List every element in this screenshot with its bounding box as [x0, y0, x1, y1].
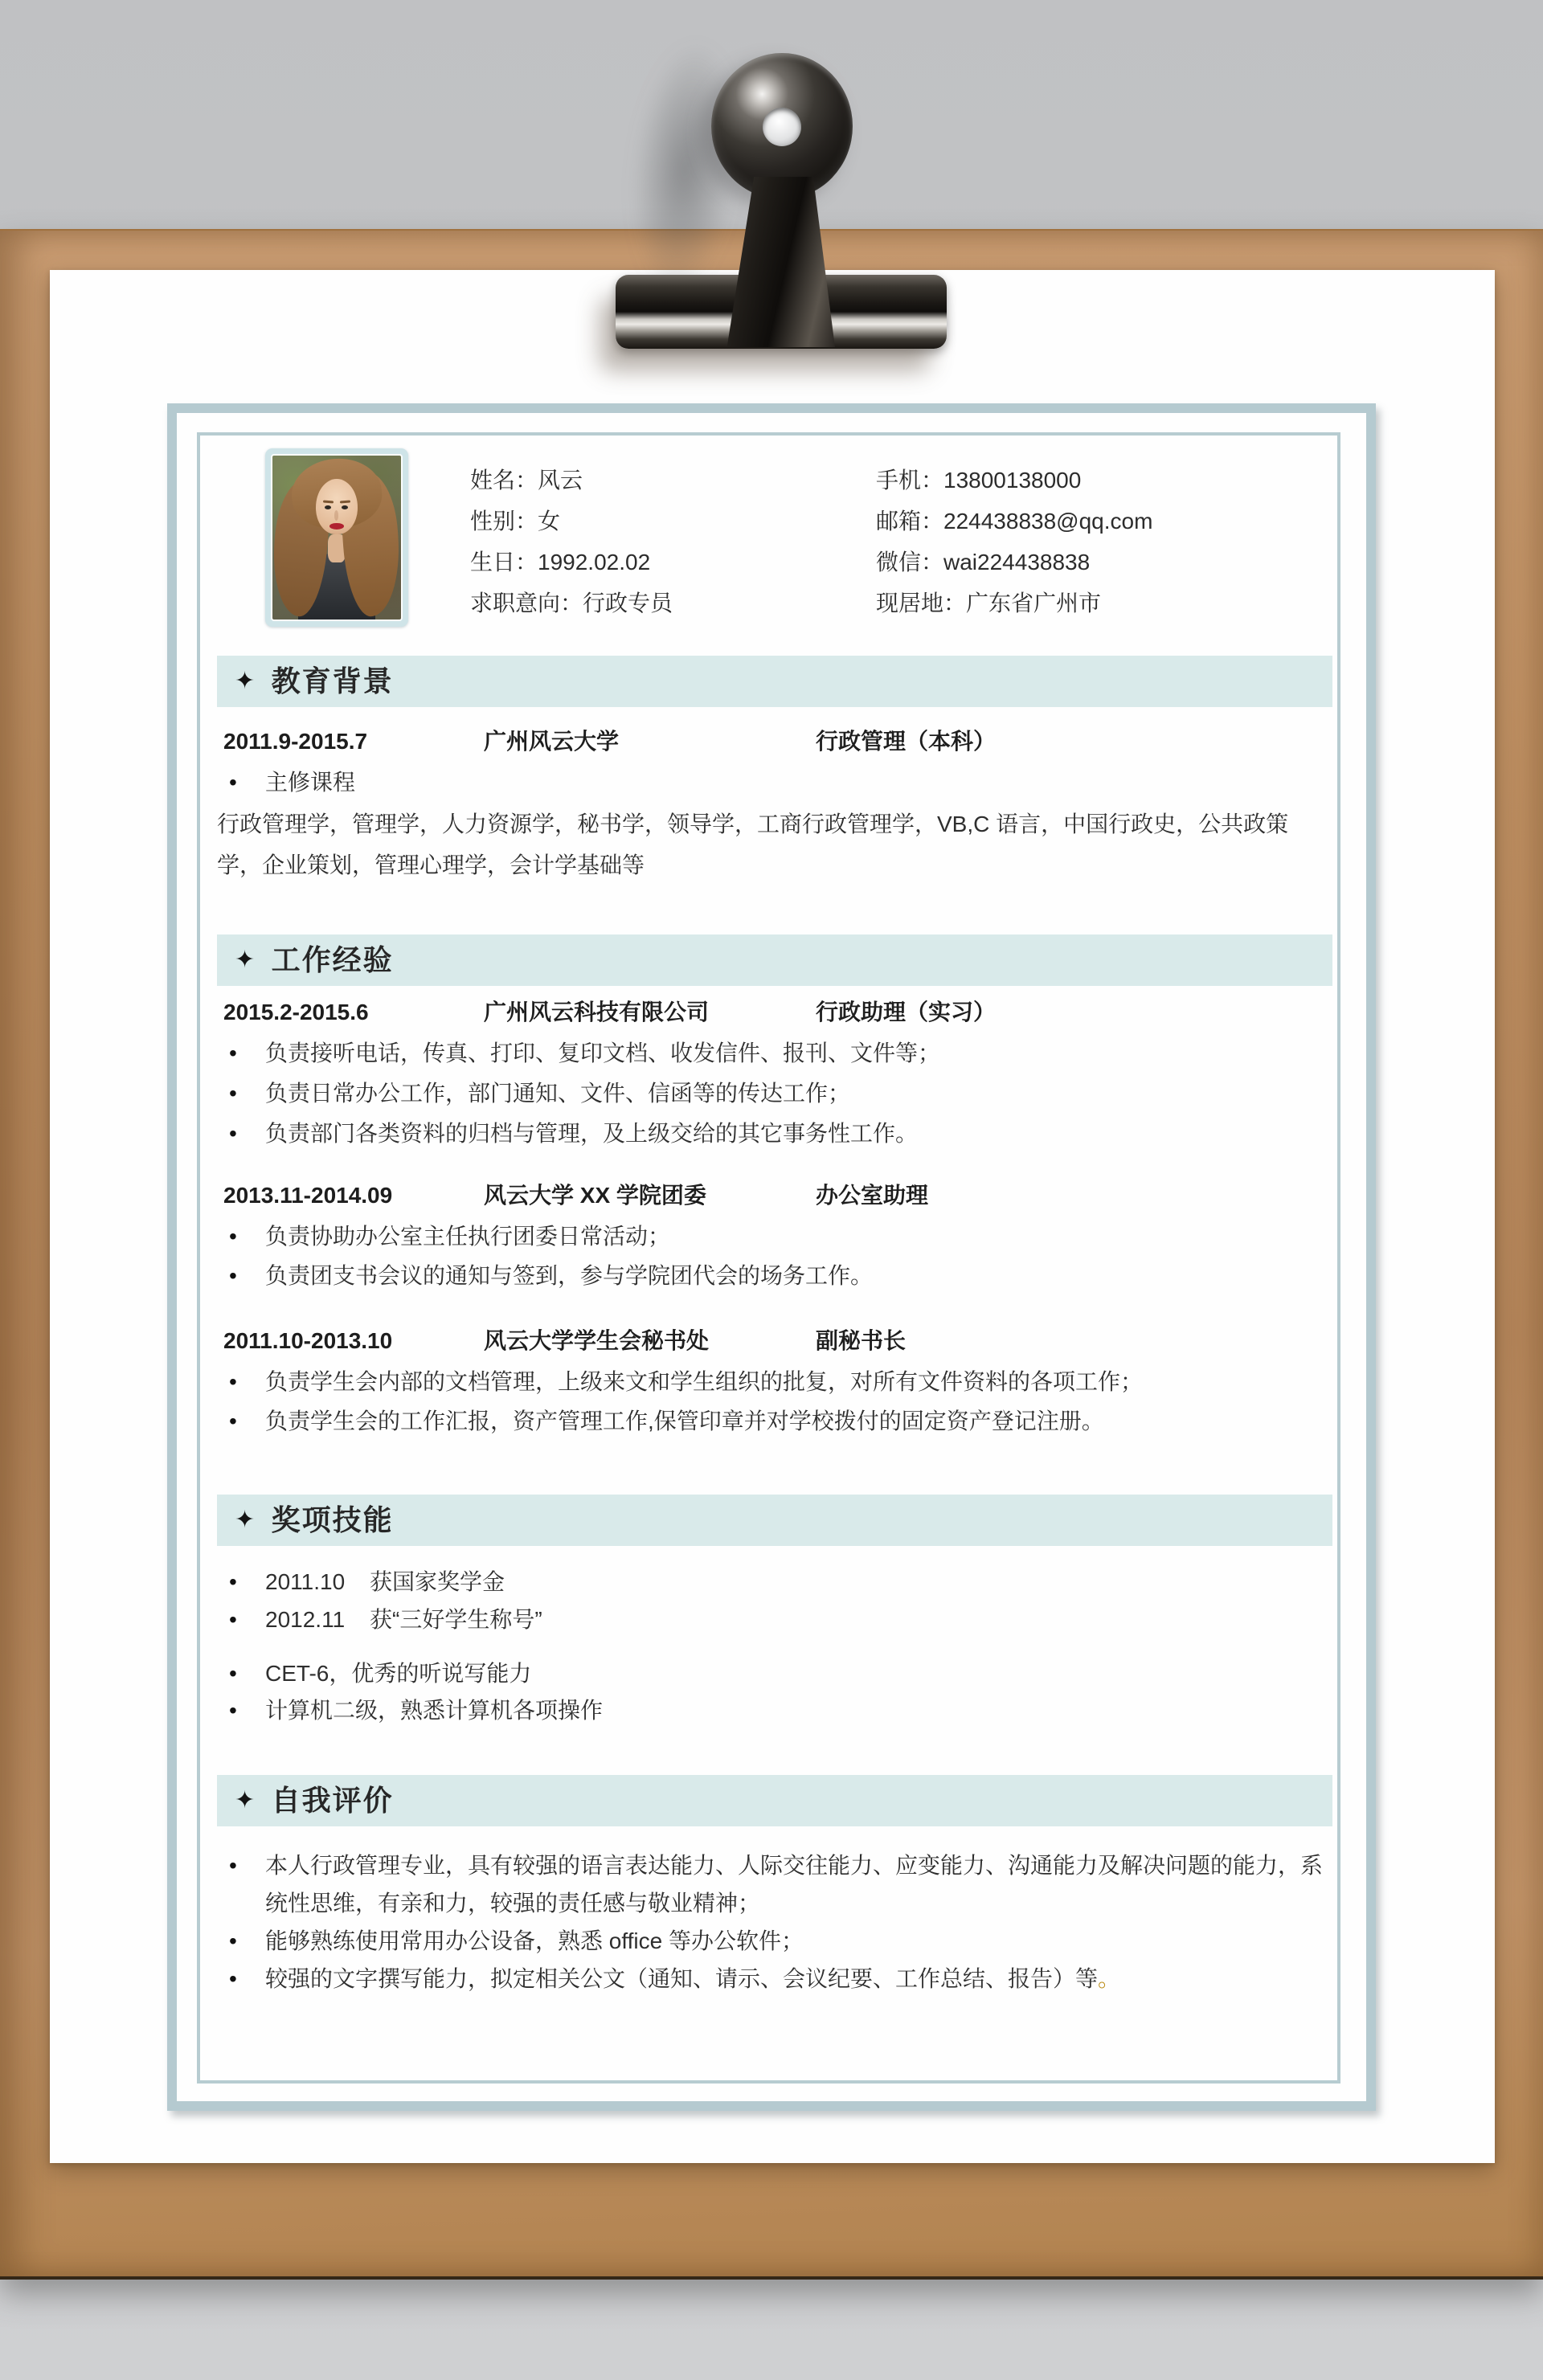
section-title-self-evaluation: 自我评价 — [271, 1784, 394, 1817]
profile-field — [876, 501, 1152, 542]
self-evaluation-list — [217, 1846, 1332, 1998]
field-label: 邮箱： — [876, 509, 944, 534]
field-value: 风云 — [538, 468, 583, 493]
entry-organization: 广州风云科技有限公司 — [484, 1000, 710, 1024]
self-evaluation-text: 较强的文字撰写能力，拟定相关公文（通知、请示、会议纪要、工作总结、报告）等 — [265, 1966, 1099, 1991]
resume-paper — [50, 270, 1495, 2163]
entry-organization: 广州风云大学 — [484, 729, 620, 754]
bulldog-clip — [563, 16, 980, 386]
list-item: • 能够熟练使用常用办公设备，熟悉 office 等办公软件； — [217, 1922, 1332, 1960]
field-value: 女 — [538, 509, 561, 534]
profile-field — [876, 583, 1152, 624]
work-bullet-list — [217, 1362, 1332, 1441]
profile-photo — [265, 448, 408, 627]
portrait-nose — [334, 510, 338, 520]
work-entry-header — [217, 1176, 1332, 1216]
profile-info-right — [876, 460, 1152, 624]
section-title-work: 工作经验 — [271, 943, 394, 976]
profile-field — [470, 542, 673, 583]
section-star-icon: ✦ — [235, 947, 256, 973]
field-label: 手机： — [876, 468, 944, 493]
list-item: • 负责团支书会议的通知与签到，参与学院团代会的场务工作。 — [217, 1256, 1332, 1295]
profile-field — [876, 542, 1152, 583]
list-item — [217, 1601, 1332, 1638]
list-item: • 计算机二级，熟悉计算机各项操作 — [217, 1692, 1332, 1729]
list-item: • 负责部门各类资料的归档与管理，及上级交给的其它事务性工作。 — [217, 1114, 1332, 1154]
entry-organization: 风云大学 XX 学院团委 — [484, 1183, 706, 1208]
award-text: 获国家奖学金 — [370, 1569, 505, 1594]
award-date: 2011.10 — [265, 1569, 346, 1594]
work-bullet-list — [217, 1217, 1332, 1295]
field-label: 微信： — [876, 550, 944, 575]
work-entry-header — [217, 1321, 1332, 1361]
education-entry-header — [217, 722, 1332, 762]
work-bullet-list — [217, 1033, 1332, 1154]
list-item: • 负责接听电话，传真、打印、复印文档、收发信件、报刊、文件等； — [217, 1033, 1332, 1073]
education-bullet-list — [217, 763, 1332, 803]
gold-period: 。 — [1098, 1966, 1121, 1991]
section-title-education: 教育背景 — [271, 665, 394, 697]
entry-role: 副秘书长 — [816, 1328, 907, 1353]
work-entry-header — [217, 992, 1332, 1033]
clip-ring-hole — [763, 108, 801, 146]
section-star-icon: ✦ — [235, 1787, 256, 1814]
section-star-icon: ✦ — [235, 668, 256, 694]
list-item — [217, 1960, 1332, 1998]
award-text: 获“三好学生称号” — [370, 1607, 542, 1632]
profile-field — [470, 583, 673, 624]
field-value: wai224438838 — [943, 550, 1091, 575]
section-header-awards — [217, 1495, 1332, 1546]
field-label: 现居地： — [876, 591, 967, 615]
list-item: • 负责学生会的工作汇报，资产管理工作,保管印章并对学校拨付的固定资产登记注册。 — [217, 1401, 1332, 1441]
profile-field — [876, 460, 1152, 501]
section-header-work — [217, 934, 1332, 986]
field-value: 224438838@qq.com — [943, 509, 1153, 534]
entry-date: 2011.9-2015.7 — [223, 729, 368, 754]
field-label: 生日： — [470, 550, 538, 575]
entry-date: 2011.10-2013.10 — [223, 1328, 393, 1353]
field-label: 姓名： — [470, 468, 538, 493]
list-item: • 负责日常办公工作，部门通知、文件、信函等的传达工作； — [217, 1073, 1332, 1114]
entry-organization: 风云大学学生会秘书处 — [484, 1328, 710, 1353]
profile-field — [470, 460, 673, 501]
award-date: 2012.11 — [265, 1607, 346, 1632]
clip-stem — [719, 177, 848, 347]
field-label: 性别： — [470, 509, 538, 534]
field-value: 13800138000 — [943, 468, 1082, 493]
education-courses-text: 行政管理学，管理学，人力资源学，秘书学，领导学，工商行政管理学，VB,C 语言，中国行政史，公共政策学，企业策划，管理心理学，会计学基础等 — [217, 812, 1289, 877]
entry-role: 行政管理（本科） — [816, 729, 997, 754]
entry-date: 2013.11-2014.09 — [223, 1183, 393, 1208]
section-star-icon: ✦ — [235, 1507, 256, 1533]
list-item: • CET-6，优秀的听说写能力 — [217, 1655, 1332, 1692]
section-header-education — [217, 656, 1332, 707]
section-title-awards: 奖项技能 — [271, 1503, 394, 1536]
field-label: 求职意向： — [470, 591, 583, 615]
portrait-eye — [325, 505, 331, 509]
profile-info-left — [470, 460, 673, 624]
list-item: • 负责协助办公室主任执行团委日常活动； — [217, 1217, 1332, 1256]
portrait-image — [271, 454, 403, 621]
profile-field — [470, 501, 673, 542]
awards-skill-list — [217, 1655, 1332, 1729]
field-value: 1992.02.02 — [538, 550, 651, 575]
awards-dated-list — [217, 1563, 1332, 1638]
list-item: • 主修课程 — [217, 763, 1332, 803]
field-value: 广东省广州市 — [966, 591, 1102, 615]
list-item — [217, 1563, 1332, 1601]
field-value: 行政专员 — [583, 591, 673, 615]
entry-role: 行政助理（实习） — [816, 1000, 997, 1024]
entry-date: 2015.2-2015.6 — [223, 1000, 369, 1024]
section-header-self-evaluation — [217, 1775, 1332, 1826]
entry-role: 办公室助理 — [816, 1183, 929, 1208]
list-item: • 本人行政管理专业，具有较强的语言表达能力、人际交往能力、应变能力、沟通能力及解决问题的能力，系统性思维，有亲和力，较强的责任感与敬业精神； — [217, 1846, 1332, 1922]
list-item: • 负责学生会内部的文档管理，上级来文和学生组织的批复，对所有文件资料的各项工作； — [217, 1362, 1332, 1401]
